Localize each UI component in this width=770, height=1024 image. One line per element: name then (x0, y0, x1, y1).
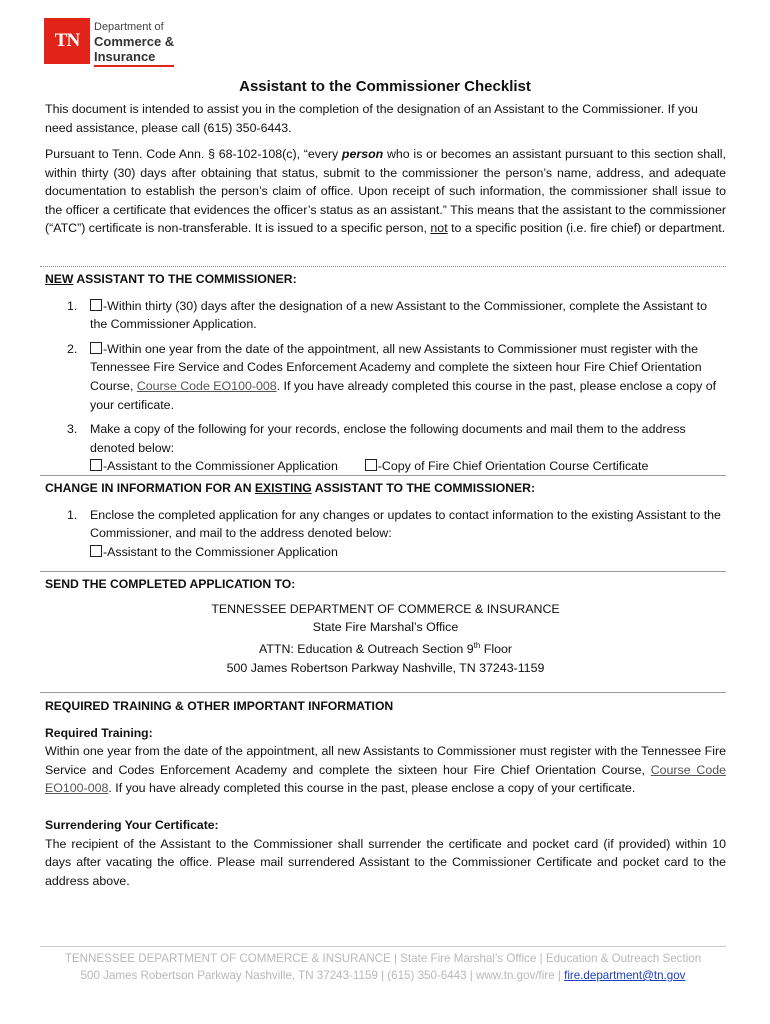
checkbox[interactable] (365, 459, 377, 471)
item-number: 2. (67, 341, 78, 356)
new-assistant-list (45, 297, 726, 476)
training-section (45, 697, 726, 890)
course-code-link[interactable]: Course Code EO100-008 (136, 378, 277, 393)
address-line: TENNESSEE DEPARTMENT OF COMMERCE & INSURANCE (211, 601, 560, 616)
logo-line-2: Commerce & (94, 34, 175, 49)
divider (40, 692, 726, 693)
intro-paragraph: This document is intended to assist you in the completion of the designation of an Assistant to the Commissioner. If you need assistance, please call (615) 350-6443. (45, 102, 698, 135)
change-info-section (45, 479, 726, 567)
training-text-end: . If you have already completed this course in the past, please enclose a copy of your certificate. (108, 781, 636, 796)
heading-new: NEW (45, 272, 74, 286)
course-code-link[interactable]: Course Code EO100-008 (45, 762, 726, 796)
address-line: State Fire Marshal’s Office (312, 620, 459, 635)
list-item (45, 506, 726, 562)
required-training-paragraph (45, 742, 726, 798)
divider (40, 266, 726, 267)
heading-existing: EXISTING (254, 481, 312, 495)
checkbox-label: -Copy of Fire Chief Orientation Course Certificate (377, 459, 649, 474)
statute-emphasis: person (341, 147, 384, 161)
checkbox[interactable] (90, 459, 102, 471)
heading-rest: ASSISTANT TO THE COMMISSIONER: (73, 272, 297, 286)
training-section-heading: REQUIRED TRAINING & OTHER IMPORTANT INFORMATION (45, 699, 394, 713)
item-text: Make a copy of the following for your records, enclose the following documents and mail them to the address denoted below: (90, 422, 686, 455)
item-number: 3. (67, 422, 78, 437)
required-training-heading: Required Training: (45, 725, 153, 740)
checkbox[interactable] (90, 342, 102, 354)
floor-text: Floor (480, 641, 512, 656)
item-text: -Within thirty (30) days after the designation of a new Assistant to the Commissioner, complete the Assistant to the Commissioner Application. (90, 298, 707, 332)
page-title: Assistant to the Commissioner Checklist (239, 78, 531, 95)
email-link[interactable]: fire.department@tn.gov (564, 969, 686, 982)
tn-logo (44, 18, 174, 67)
checkbox-label: -Assistant to the Commissioner Application (103, 459, 338, 474)
attn-text: ATTN: Education & Outreach Section 9 (258, 641, 474, 656)
logo-text (94, 18, 174, 67)
item-text: -Within one year from the date of the appointment, all new Assistants to Commissioner must register with the Tennessee Fire Service and Codes Enforcement Academy and complete the sixteen hour Fire Chief Orientation Course, (90, 341, 702, 393)
heading-part-a: CHANGE IN INFORMATION FOR AN (45, 481, 255, 495)
statute-not: not (430, 221, 448, 236)
logo-line-3: Insurance (94, 49, 156, 64)
list-item (45, 297, 726, 334)
footer-contact: 500 James Robertson Parkway Nashville, TN 37243-1159 | (615) 350-6443 | www.tn.gov/fire | (80, 969, 565, 982)
surrender-heading: Surrendering Your Certificate: (45, 817, 219, 832)
item-text-end: . If you have already completed this course in the past, please enclose a copy of your certificate. (90, 378, 717, 412)
training-text: Within one year from the date of the appointment, all new Assistants to Commissioner must register with the Tennessee Fire Service and Codes Enforcement Academy and complete the sixteen hour Fire Chief Orientation Course, (45, 744, 726, 777)
divider (40, 475, 726, 476)
list-item (45, 340, 726, 414)
new-section-heading (45, 270, 726, 289)
address-line: 500 James Robertson Parkway Nashville, TN 37243-1159 (226, 660, 545, 675)
tn-badge: TN (44, 18, 90, 64)
floor-suffix: th (473, 640, 481, 650)
logo-line-1: Department of (94, 21, 164, 33)
heading-part-b: ASSISTANT TO THE COMMISSIONER: (311, 481, 535, 495)
statute-paragraph (45, 145, 726, 238)
footer-line-1: TENNESSEE DEPARTMENT OF COMMERCE & INSURANCE | State Fire Marshal’s Office | Education & Outreach Section (64, 952, 702, 965)
new-assistant-section (45, 270, 726, 482)
footer (40, 946, 726, 984)
address-line (45, 637, 726, 659)
send-section-heading: SEND THE COMPLETED APPLICATION TO: (45, 577, 296, 591)
change-section-heading (45, 479, 726, 498)
mailing-address (45, 600, 726, 678)
send-section (45, 575, 726, 677)
divider (40, 571, 726, 572)
footer-line-2 (40, 967, 726, 984)
statute-text-3: to a specific position (i.e. fire chief) or department. (447, 221, 726, 236)
statute-text-1: Pursuant to Tenn. Code Ann. § 68-102-108(c), “every (45, 147, 342, 161)
checkbox-label: -Assistant to the Commissioner Application (103, 544, 338, 559)
checkbox[interactable] (90, 545, 102, 557)
item-number: 1. (67, 507, 78, 522)
item-text: Enclose the completed application for any changes or updates to contact information to the existing Assistant to the Commissioner, and mail to the address denoted below: (90, 507, 721, 541)
item-number: 1. (67, 298, 78, 313)
surrender-paragraph: The recipient of the Assistant to the Commissioner shall surrender the certificate and pocket card (if provided) within 10 days after vacating the office. Please mail surrendered Assistant to the Commissioner Certificate and pocket card to the address above. (45, 836, 726, 888)
list-item (45, 420, 726, 476)
checkbox[interactable] (90, 299, 102, 311)
statute-text-2: who is or becomes an assistant pursuant to this section shall, within thirty (30) days after obtaining that status, submit to the commissioner the person’s name, address, and adequate documentation to establish the person’s claim of office. Upon receipt of such information, the commissioner shall issue to the officer a certificate that evidences the officer’s status as an assistant.” This means that the assistant to the commissioner (“ATC”) certificate is non-transferable. It is issued to a specific person, (45, 147, 726, 236)
